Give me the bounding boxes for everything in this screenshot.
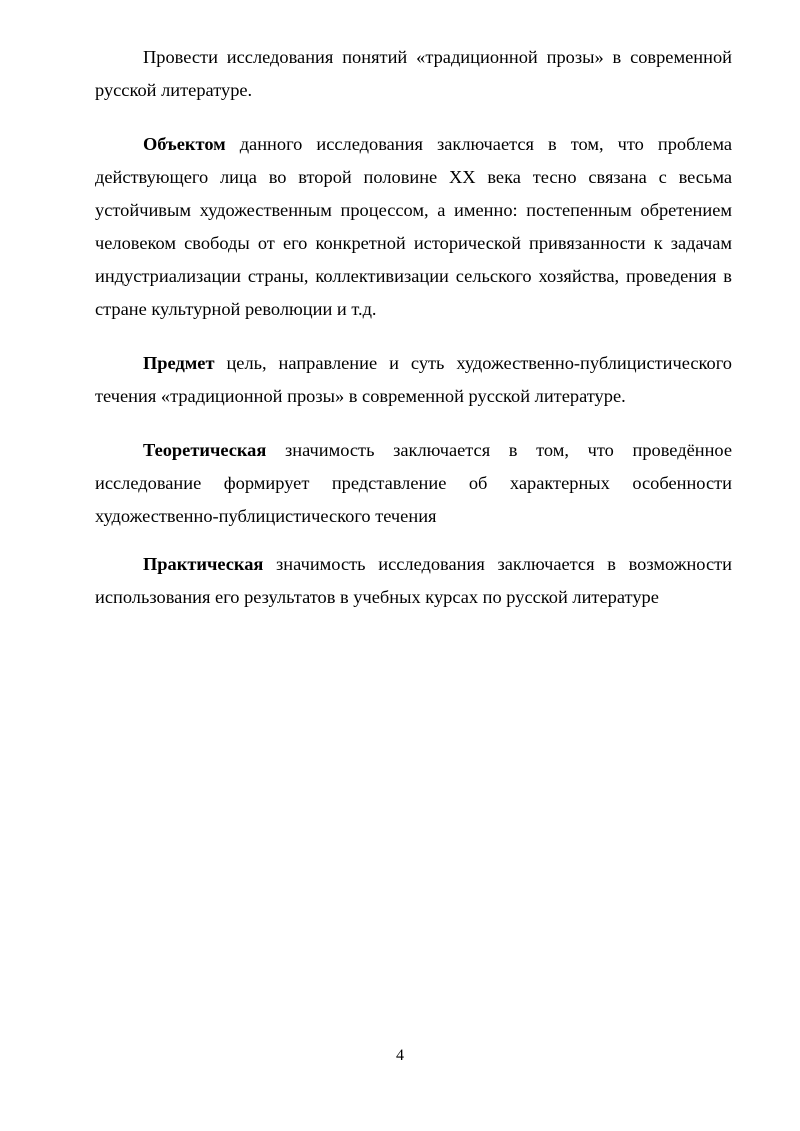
paragraph-lead-subject: Предмет xyxy=(143,353,215,373)
paragraph-research-goal xyxy=(95,41,732,107)
paragraph-theoretical xyxy=(95,434,732,533)
paragraph-text: значимость исследования заключается в возможности использования его результатов в учебных курсах по русской литературе xyxy=(95,554,732,607)
document-body xyxy=(95,41,732,614)
paragraph-lead-object: Объектом xyxy=(143,134,226,154)
paragraph-object xyxy=(95,128,732,326)
paragraph-text: цель, направление и суть художественно-публицистического течения «традиционной прозы» в современной русской литературе. xyxy=(95,353,732,406)
paragraph-text: Провести исследования понятий «традиционной прозы» в современной русской литературе. xyxy=(95,47,732,100)
paragraph-lead-practical: Практическая xyxy=(143,554,264,574)
page-number: 4 xyxy=(396,1047,404,1064)
paragraph-lead-theoretical: Теоретическая xyxy=(143,440,267,460)
paragraph-text: данного исследования заключается в том, что проблема действующего лица во второй половине XX века тесно связана с весьма устойчивым художественным процессом, а именно: постепенным обретением человеком свободы от его конкретной исторической привязанности к задачам индустриализации страны, коллективизации сельского хозяйства, проведения в стране культурной революции и т.д. xyxy=(95,134,732,319)
paragraph-practical xyxy=(95,548,732,614)
paragraph-text: значимость заключается в том, что проведённое исследование формирует представление об характерных особенности художественно-публицистического течения xyxy=(95,440,732,526)
paragraph-subject xyxy=(95,347,732,413)
